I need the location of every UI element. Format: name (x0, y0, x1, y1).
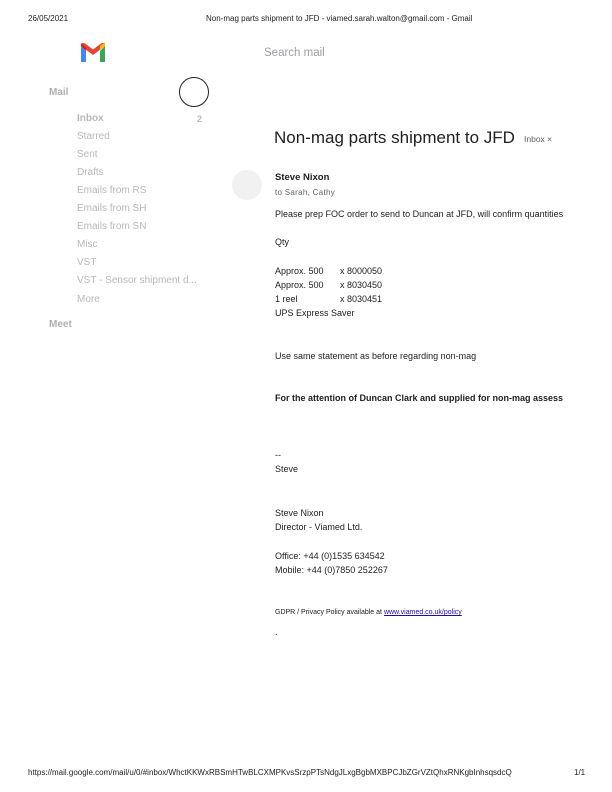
sidebar-item-more[interactable]: More (77, 294, 100, 305)
search-input[interactable]: Search mail (264, 47, 325, 59)
sidebar-item-emails-from-rs[interactable]: Emails from RS (77, 185, 147, 196)
row2-part: x 8030450 (340, 280, 383, 290)
signature-name: Steve Nixon (275, 508, 324, 518)
signature-dash: -- (275, 450, 281, 460)
row1-part: x 8000050 (340, 266, 383, 276)
sidebar-item-emails-from-sh[interactable]: Emails from SH (77, 203, 147, 214)
email-subject: Non-mag parts shipment to JFD (274, 128, 515, 147)
shipping-method: UPS Express Saver (275, 308, 355, 318)
sidebar-item-vst-sensor[interactable]: VST - Sensor shipment d... (77, 275, 197, 286)
sidebar-item-inbox[interactable]: Inbox (77, 113, 104, 124)
office-phone: Office: +44 (0)1535 634542 (275, 551, 385, 561)
trailing-dot: . (275, 627, 278, 637)
print-url: https://mail.google.com/mail/u/0/#inbox/WhctKKWxRBSmHTwBLCXMPKvsSrzpPTsNdgJLxgBgbMXBPCJbZGrVZtQhxRNKgbInhsqsdcQ (28, 768, 512, 777)
sidebar-item-drafts[interactable]: Drafts (77, 167, 104, 178)
row1-qty: Approx. 500 (275, 266, 324, 276)
gmail-m-icon (80, 42, 106, 64)
print-title: Non-mag parts shipment to JFD - viamed.sarah.walton@gmail.com - Gmail (206, 14, 473, 23)
sender-name[interactable]: Steve Nixon (275, 172, 330, 183)
gdpr-notice (275, 609, 462, 616)
gdpr-text: GDPR / Privacy Policy available at (275, 609, 384, 616)
sidebar-meet-heading[interactable]: Meet (49, 319, 72, 330)
signature-title: Director - Viamed Ltd. (275, 522, 363, 532)
qty-heading: Qty (275, 237, 290, 247)
policy-link[interactable]: www.viamed.co.uk/policy (383, 609, 462, 616)
attention-line: For the attention of Duncan Clark and supplied for non-mag assess (275, 393, 564, 403)
row2-qty: Approx. 500 (275, 280, 324, 290)
gmail-logo[interactable] (80, 42, 106, 64)
inbox-label-chip[interactable]: Inbox × (524, 134, 553, 144)
sender-avatar[interactable] (232, 170, 262, 200)
sidebar-item-sent[interactable]: Sent (77, 149, 98, 160)
sidebar-item-misc[interactable]: Misc (77, 239, 98, 250)
row3-qty: 1 reel (275, 294, 298, 304)
print-date: 26/05/2021 (28, 14, 69, 23)
email-intro: Please prep FOC order to send to Duncan at JFD, will confirm quantities (275, 209, 564, 219)
inbox-unread-count: 2 (197, 114, 203, 124)
account-avatar[interactable] (179, 77, 209, 107)
sidebar-item-emails-from-sn[interactable]: Emails from SN (77, 221, 147, 232)
sidebar-item-starred[interactable]: Starred (77, 131, 110, 142)
recipients[interactable]: to Sarah, Cathy (275, 188, 336, 197)
mobile-phone: Mobile: +44 (0)7850 252267 (275, 565, 388, 575)
print-page-number: 1/1 (574, 768, 586, 777)
sidebar-mail-heading[interactable]: Mail (49, 87, 69, 98)
row3-part: x 8030451 (340, 294, 383, 304)
statement-line: Use same statement as before regarding non-mag (275, 351, 477, 361)
signature-short: Steve (275, 464, 299, 474)
sidebar-item-vst[interactable]: VST (77, 257, 97, 268)
